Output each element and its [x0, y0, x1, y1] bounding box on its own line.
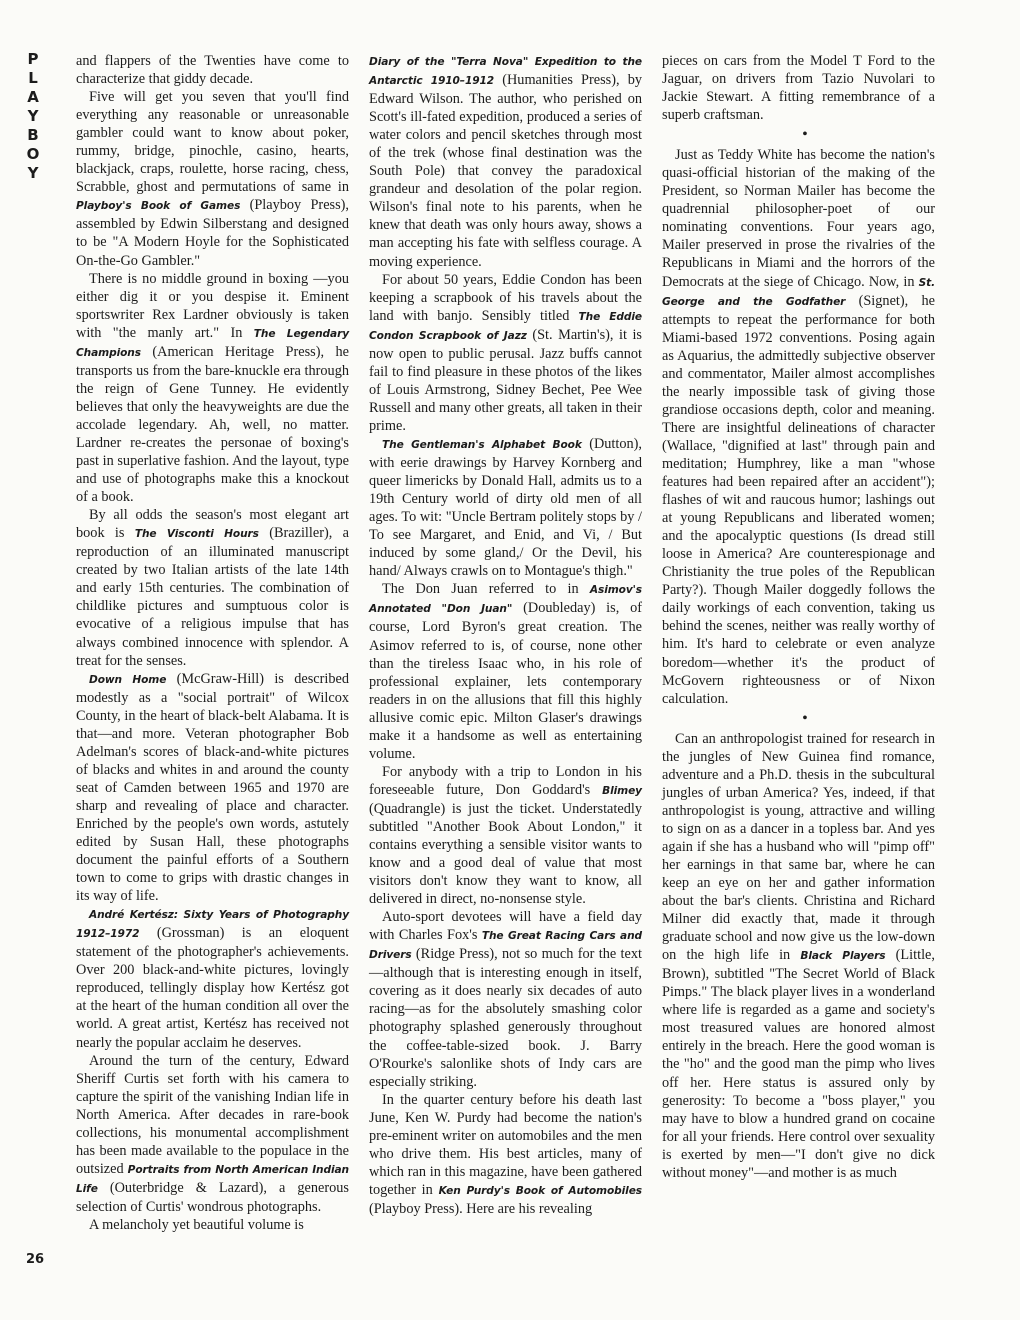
book-title: The Legendary Champions [76, 327, 350, 359]
book-title: Asimov's Annotated "Don Juan" [369, 584, 642, 616]
masthead-letter: Y [27, 164, 39, 182]
paragraph: pieces on cars from the Model T Ford to the Jaguar, on drivers from Tazio Nuvolari to Jackie Stewart. A fitting remembrance of a superb craftsman. [662, 53, 935, 124]
masthead-letter: P [27, 50, 39, 68]
paragraph: In the quarter century before his death last June, Ken W. Purdy had become the nation's pre-eminent writer on automobiles and the men who drive them. His best articles, many of which ran in this magazine, have been gathered together in Ken Purdy's Book of Automobiles (Playboy Press). Here are his revealing [369, 1091, 642, 1217]
book-title: Diary of the "Terra Nova" Expedition to the Antarctic 1910–1912 [369, 56, 642, 88]
paragraph: Just as Teddy White has become the nation's quasi-official historian of the making of the President, so Norman Mailer has become the quadrennial philosopher-poet of our nominating conventions. Four years ago, Mailer preserved in prose the rivalries of the Republicans in Miami and the horrors of the Democrats at the siege of Chicago. Now, in St. George and the Godfather (Signet), he attempts to repeat the performance for both Miami-based 1972 conventions. Posing again as Aquarius, the admittedly subjective observer and commentator, Mailer almost accomplishes the nearly impossible task of giving those grandiose occasions depth, color and meaning. There are insightful delineations of character (Wallace, "dignified at last" through pain and meditation; Humphrey, like a man "whose features had been repaired after an accident"); flashes of wit and raucous humor; lashings out at young Republicans and liberated women; and the apocalyptic questions (Is dread still loose in America? Are counterespionage and Christianity the true poles of the Republican Party?). Though Mailer doggedly follows the daily workings of each convention, taking us behind the scenes, neither was really worthy of him. It's hard to celebrate or even analyze boredom—whether it's the product of McGovern righteousness or of Nixon calculation. [662, 147, 935, 707]
book-title: André Kertész: Sixty Years of Photography 1912–1972 [76, 909, 349, 941]
book-title: Blimey [602, 784, 642, 797]
paragraph: Can an anthropologist trained for research in the jungles of New Guinea find romance, adventure and a Ph.D. thesis in the subcultural jungles of urban America? Yes, indeed, if that anthropologist is young, attractive and willing to sign on as a dancer in a topless bar. And yes again if she has a husband who will "pimp off" her earnings in that same bar, where he can keep an eye on her and gather information about the bar's clients. Christina and Richard Milner did exactly that, made it through graduate school and now give us the low-down on the high life in Black Players (Little, Brown), subtitled "The Secret World of Black Pimps." The black player lives in a wonderland where life is regarded as a game and society's most treasured values are honored almost entirely in the breach. Here the good woman is the "ho" and the good man the pimp who lives off her. Here status is assured only by generosity: To become a "boss player," you may have to blow a hundred grand on cocaine for all your friends. Here control over sexuality is exerted by men—"I don't give no dick without money"—and mother is as much [662, 730, 935, 1181]
paragraph: By all odds the season's most elegant art book is The Visconti Hours (Braziller), a reproduction of an illuminated manuscript created by two Italian artists of the late 14th and early 15th centuries. The combination of childlike pictures and sumptuous color is evocative of a religious impulse that has always combined innocence with splendor. A treat for the senses. [76, 507, 349, 669]
paragraph: The Gentleman's Alphabet Book (Dutton), with eerie drawings by Harvey Kornberg and queer limericks by Donald Hall, admits us to a 19th Century world of dirty old men of all ages. To wit: "Uncle Bertram politely stops by / To see Margaret, and Enid, and Vi, / But induced by some gland,/ Or the Devil, his hand/ Always crawls on to Montague's thigh." [369, 435, 643, 580]
paragraph: Around the turn of the century, Edward Sheriff Curtis set forth with his camera to capture the spirit of the vanishing Indian life in North America. After decades in rare-book collections, his monumental accomplishment has been made available to the populace in the outsized Portraits from North American Indian Life (Outerbridge & Lazard), a generous selection of Curtis' wondrous photographs. [76, 1052, 349, 1215]
paragraph: and flappers of the Twenties have come to characterize that giddy decade. [76, 53, 349, 88]
section-divider: • [802, 127, 808, 143]
paragraph: For about 50 years, Eddie Condon has been keeping a scrapbook of his travels about the land with banjo. Sensibly titled The Eddie Condon Scrapbook of Jazz (St. Martin's), it is now open to public perusal. Jazz buffs cannot fail to find pleasure in these photos of the likes of Louis Armstrong, Sidney Bechet, Pee Wee Russell and many other greats, all taken in their prime. [369, 271, 643, 434]
paragraph: Diary of the "Terra Nova" Expedition to the Antarctic 1910–1912 (Humanities Press), by Edward Wilson. The author, who perished on Scott's ill-fated expedition, produced a series of water colors and pencil sketches through most of the trek (whose final destination was the South Pole) that convey the paradoxical grandeur and desolation of the polar region. Wilson's final note to his parents, when he knew that death was only hours away, shows a man accepting his fate with selfless courage. A moving experience. [369, 56, 642, 270]
column-3 [662, 52, 935, 1182]
book-title: Portraits from North American Indian Life [76, 1163, 349, 1195]
paragraph: Auto-sport devotees will have a field day with Charles Fox's The Great Racing Cars and Drivers (Ridge Press), not so much for the text—although that is interesting enough in itself, covering as it does nearly six decades of auto racing—as for the absolutely smashing color photography splashed generously throughout the coffee-table-sized book. J. Barry O'Rourke's salonlike shots of Indy cars are especially striking. [369, 909, 642, 1090]
paragraph: For anybody with a trip to London in his foreseeable future, Don Goddard's Blimey (Quadrangle) is just the ticket. Understatedly subtitled "Another Book About London," it contains everything a sensible visitor wants to know and a good deal of value that most visitors don't know they want to know, all delivered in direct, no-nonsense style. [369, 763, 642, 908]
column-2 [369, 52, 642, 1218]
section-divider: • [802, 710, 808, 726]
masthead-vertical [24, 50, 42, 183]
book-title: St. George and the Godfather [662, 276, 935, 308]
book-title: The Great Racing Cars and Drivers [369, 930, 642, 962]
book-title: The Gentleman's Alphabet Book [382, 438, 582, 451]
book-title: Ken Purdy's Book of Automobiles [438, 1184, 642, 1197]
book-title: The Visconti Hours [134, 528, 259, 541]
masthead-letter: O [26, 145, 40, 163]
book-title: Playboy's Book of Games [76, 200, 241, 213]
masthead-letter: A [27, 88, 39, 106]
column-1 [76, 52, 349, 1234]
paragraph: Five will get you seven that you'll find everything any reasonable or unreasonable gambler could want to know about poker, rummy, bridge, pinochle, casino, hearts, blackjack, craps, roulette, horse racing, chess, Scrabble, ghost and permutations of same in Playboy's Book of Games (Playboy Press), assembled by Edwin Silberstang and designed to be "A Modern Hoyle for the Sophisticated On-the-Go Gambler." [76, 89, 349, 269]
paragraph: Down Home (McGraw-Hill) is described modestly as a "social portrait" of Wilcox County, in the heart of black-belt Alabama. It is that—and more. Veteran photographer Bob Adelman's scores of black-and-white pictures of blacks and whites in and around the county seat of Camden between 1965 and 1970 are sharp and revealing of place and character. Enriched by the people's own words, astutely edited by Susan Hall, these photographs document the painful efforts of a Southern town to come to grips with drastic changes in its way of life. [76, 670, 349, 905]
paragraph: André Kertész: Sixty Years of Photography 1912–1972 (Grossman) is an eloquent statement of the photographer's achievements. Over 200 black-and-white pictures, lovingly reproduced, tellingly display how Kertész got at the heart of the human condition all over the world. A great artist, Kertész has received not nearly the popular acclaim he deserves. [76, 909, 349, 1051]
page-number: 26 [26, 1252, 45, 1267]
paragraph: The Don Juan referred to in Asimov's Annotated "Don Juan" (Doubleday) is, of course, Lord Byron's great creation. The Asimov referred to is, of course, none other than the tireless Isaac who, in his role of professional explainer, lets contemporary readers in on the allusions that fill this highly allusive comic epic. Milton Glaser's drawings make it a handsome as well as entertaining volume. [369, 581, 643, 762]
masthead-letter: B [27, 126, 39, 144]
book-title: The Eddie Condon Scrapbook of Jazz [369, 310, 643, 342]
masthead-letter: Y [27, 107, 39, 125]
book-title: Down Home [89, 673, 167, 686]
masthead-letter: L [28, 69, 38, 87]
paragraph: There is no middle ground in boxing —you either dig it or you despise it. Eminent sportswriter Rex Lardner obviously is taken with "the manly art." In The Legendary Champions (American Heritage Press), he transports us from the bare-knuckle era through the reign of Gene Tunney. He evidently believes that only the heavyweights are due the accolade legendary. Ah, well, no matter. Lardner re-creates the personae of boxing's past in superlative fashion. And the layout, type and use of photographs make this a knockout of a book. [76, 270, 350, 506]
book-title: Black Players [800, 950, 886, 963]
paragraph: A melancholy yet beautiful volume is [89, 1217, 304, 1233]
